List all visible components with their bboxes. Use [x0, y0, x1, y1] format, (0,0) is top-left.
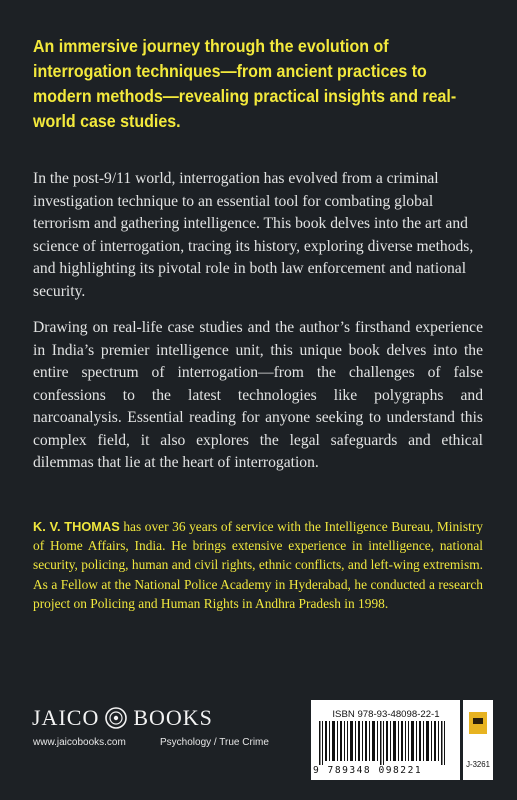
imprint-box [463, 700, 493, 780]
publisher-website: www.jaicobooks.com [33, 737, 126, 748]
barcode [311, 700, 460, 780]
description-paragraph-2: Drawing on real-life case studies and the author’s firsthand experience in India’s premier intelligence unit, this unique book delves into the entire spectrum of interrogation—from the challenges of false confessions to the latest technologies like polygraphs and narcoanalysis. Essential reading for anyone seeking to understand this complex field, it also explores the legal safeguards and ethical dilemmas that lie at the heart of interrogation. [33, 319, 483, 471]
isbn-label: ISBN 978-93-48098-22-1 [332, 709, 440, 720]
author-bio-text: has over 36 years of service with the Intelligence Bureau, Ministry of Home Affairs, India. He brings extensive experience in intelligence, national security, policing, human and civil rights, ethnic conflicts, and left-wing extremism. As a Fellow at the National Police Academy in Hyderabad, he conducted a research project on Policing and Human Rights in Andhra Pradesh in 1998. [33, 519, 483, 611]
description-paragraph-1: In the post-9/11 world, interrogation has evolved from a criminal investigation technique to an essential tool for combating global terrorism and gathering intelligence. This book delves into the art and science of interrogation, tracing its history, exploring diverse methods, and highlighting its pivotal role in both law enforcement and national security. [33, 170, 474, 300]
jaico-logo-icon [105, 707, 127, 729]
publisher-logo [32, 705, 213, 731]
sku-code: J-3261 [466, 760, 490, 769]
author-name: K. V. THOMAS [33, 519, 120, 534]
barcode-number: 9 789348 098221 [313, 765, 423, 776]
imprint-logo-icon [469, 712, 487, 734]
barcode-bars [319, 721, 453, 765]
publisher-name-right: BOOKS [133, 705, 213, 730]
publisher-name-left: JAICO [32, 705, 100, 730]
author-bio [33, 517, 483, 613]
genre-label: Psychology / True Crime [160, 737, 269, 748]
tagline: An immersive journey through the evolution of interrogation techniques—from ancient practices to modern methods—revealing practical insights and real-world case studies. [33, 36, 457, 131]
